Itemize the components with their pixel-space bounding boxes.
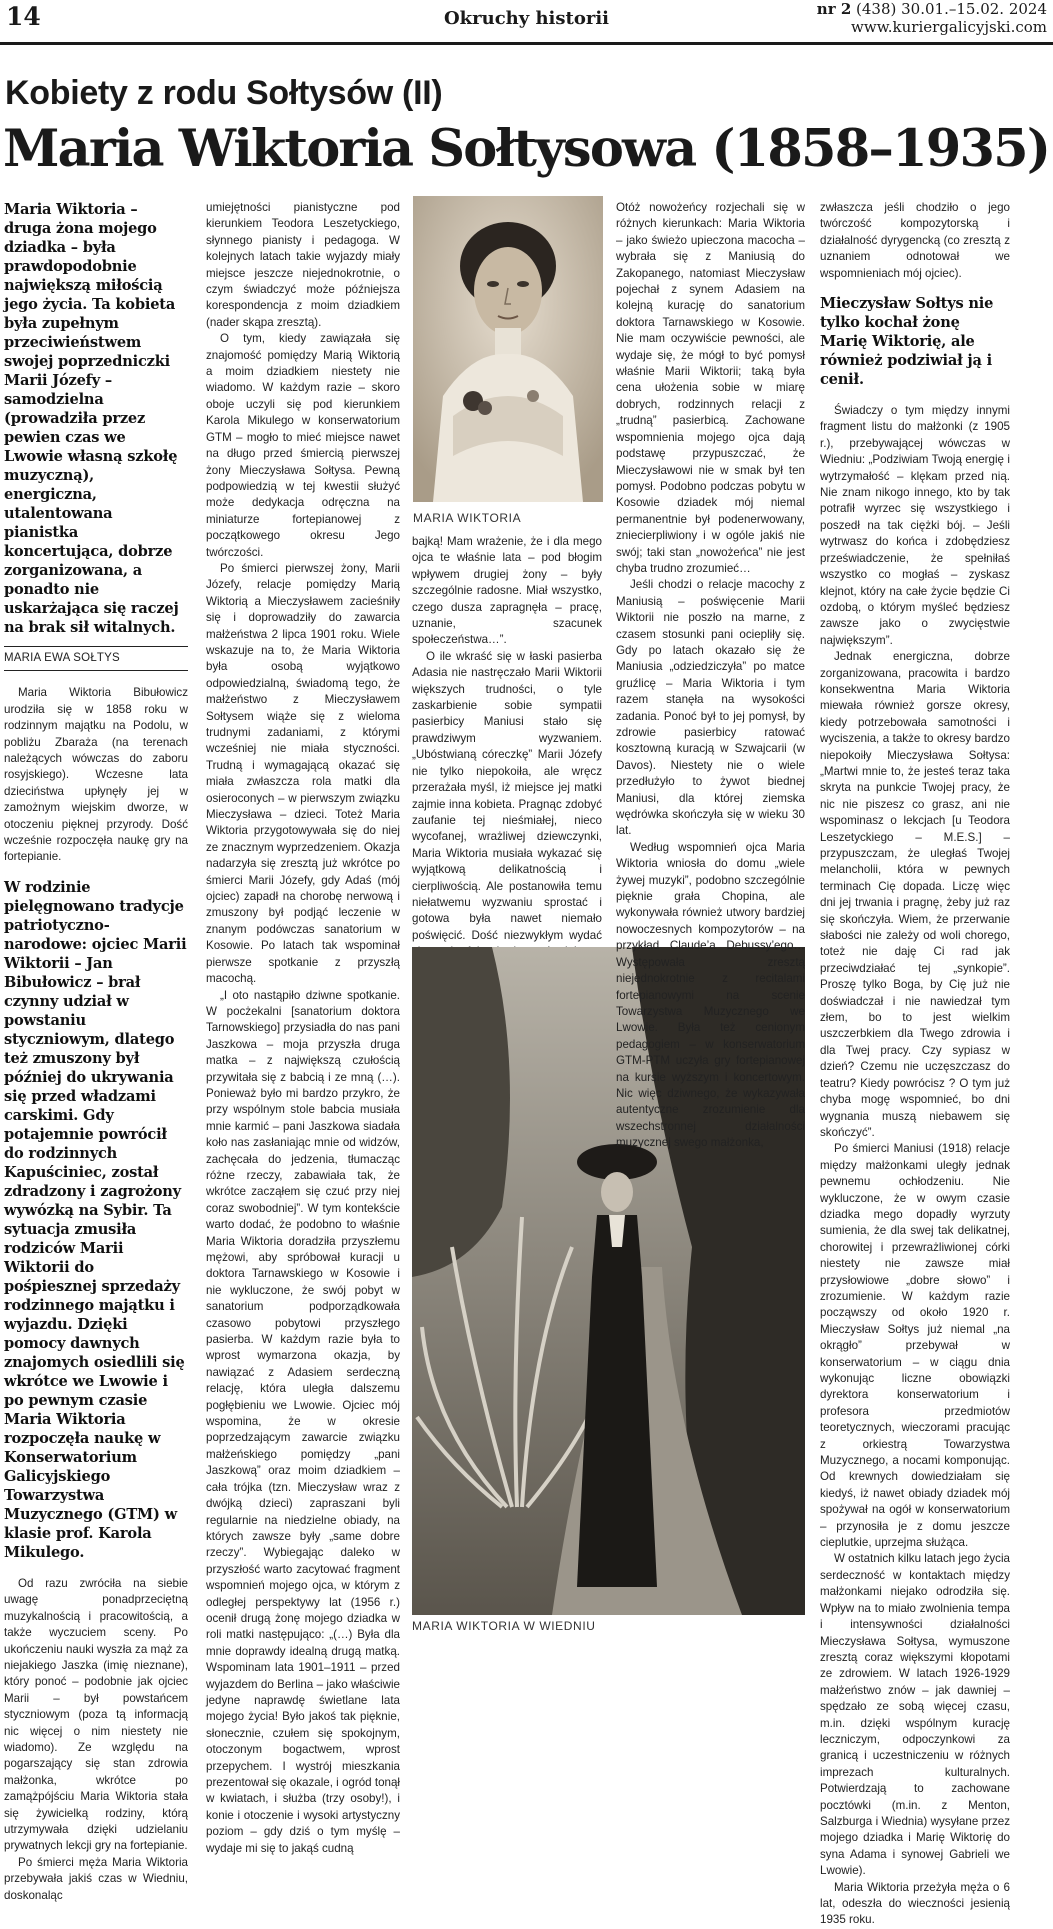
paragraph: umiejętności pianistyczne pod kierunkiem Teodora Leszetyckiego, słynnego pianisty i pedagoga. W kolejnych latach takie wyjazdy miały miejsce jeszcze niejednokrotnie, o czym świadczyć może późniejsza korespondencja z moim dziadkiem (nader skąpa zresztą).: [206, 201, 400, 329]
author-byline: MARIA EWA SOŁTYS: [4, 647, 188, 671]
page-number: 14: [6, 2, 41, 31]
paragraph: O ile wkraść się w łaski pasierba Adasia nie nastręczało Marii Wiktorii większych trudności, o tyle zaskarbienie sobie sympatii pasierbicy Maniusi stało się prawdziwym wyzwaniem. „Ubóstwianą córeczkę” Marii Józefy nie tylko niepokoiła, ale wręcz przerażała myśl, iż miejsce jej matki zajmie inna kobieta. Pragnąc zdobyć zaufanie tej nieśmiałej, nieco wycofanej, wrażliwej dziewczynki, Maria Wiktoria musiała wykazać się wyjątkową delikatnością i cierpliwością. Ale postanowiła temu niełatwemu wyzwaniu sprostać i gotowa była nawet niemało poświęcić. Dość niezwykłym wydać: [412, 649, 602, 942]
paragraph: Jednak energiczna, dobrze zorganizowana, pracowita i bardzo konsekwentna Maria Wiktoria miewała również gorsze okresy, kiedy potrzebowała samotności i wyciszenia, a także to okresy bardzo niepokoiły Mieczysława Sołtysa: „Martwi mnie to, że jesteś teraz taka skryta na punkcie Twojej pracy, że nic nie piszesz co grasz, ani nie wspominasz o lekcjach [u Teodora Leszetyckiego – M.E.S.] – przypuszczam, że uległaś Twojej melancholii, która w pewnych terminach Cię dopada. Liczę więc dni jej trwania i pragnę, żeby już raz się skończyła. Wiem, że przerwanie słabości nie zależy od woli chorego, toteż nie daję Ci rad jak przeciwdziałać tej „synkopie”. Proszę tylko Boga, by Cię już nie doświadczał i nie nawiedzał tym złem, bo to jest wielkim uszczerbkiem dla Twego zdrowia i dla Twej pracy. Czy sypiasz w dzień? Czemu nie uczęszczasz do teatru? Kiedy powrócisz ? O tym już chyba mogę wspomnieć, bo dni wygnania muszą niebawem się skończyć”.: [820, 650, 1010, 1139]
column-5: [820, 200, 1010, 1929]
paragraph: Jeśli chodzi o relacje macochy z Maniusią – poświęcenie Marii Wiktorii nie poszło na marne, z czasem stosunki pani ociepliły się. Gdy po latach okazało się że Maniusia „odziedziczyła” po matce gruźlicę – Maria Wiktoria i tym razem stanęła na wysokości zadania. Ponoć był to jej pomysł, by zdrowie pasierbicy ratować kosztowną kuracją w Szwajcarii (w Davos). Niestety nie o wiele przedłużyło to żywot biednej Maniusi, dla której ziemska wędrówka skończyła się w wieku 30 lat.: [616, 578, 805, 838]
photo-caption: MARIA WIKTORIA: [413, 511, 522, 525]
page-header: [0, 0, 1053, 46]
paragraph: „I oto nastąpiło dziwne spotkanie. W pocżekalni [sanatorium doktora Tarnowskiego] przysiadła do nas pani Jaszkowa – moja przyszła druga matka – z największą czułością przywitała się z babcią i ze mną (…). Ponieważ było mi bardzo przykro, że przy wspólnym stole babcia musiała mnie karmić – pani Jaszkowa siadała koło nas zasłaniając mnie od widzów, zachęcała do jedzenia, tłumacząc różne rzeczy, zabawiała tak, że wkrótce zacząłem się czuć przy niej coraz swobodniej”. W tym kontekście warto dodać, że podobno to właśnie Maria Wiktoria doradziła przyszłemu mężowi, aby spróbował kuracji u doktora Tarnawskiego w Kosowie i nie wykluczone, że swój pobyt w sanatorium podporządkowała czasowo pobytowi przyszłego pasierba. W każdym razie była to wprost wymarzona okazja, by nawiązać z Adasiem serdeczną relację, która uległa dalszemu pogłębieniu we Lwowie. Ojciec mój wspomina, że w okresie poprzedzającym zawarcie związku małżeńskiego pomiędzy „pani Jaszkową” oraz moim dziadkiem – cała trójka (tzn. Mieczysław wraz z dwójką dzieci) zapraszani byli regularnie na niedzielne obiady, na których zawsze były „same dobre rzeczy”. Wybiegając daleko w przyszłość warto zacytować fragment wspomnień mojego ojca, w którym z odległej perspektywy lat (1956 r.) ocenił drugą żonę mojego dziadka w roli matki następująco: „(…) Była dla mnie doprawdy idealną drugą matką. Wspominam lata 1901–1911 – przed wyjazdem do Berlina – jako właściwie jedyne naprawdę świetlane lata mojego życia! Było jakoś tak pięknie, słonecznie, czułem się spokojnym, otoczonym bogactwem, wprost przepychem. I wystrój mieszkania prezentował się okazale, i ogród tonął w kwiatach, i służba (trzy osoby!), i konie i otoczenie i wysoki artystyczny poziom – gdy dziś o tym myślę – wydaje mi się to jakąś cudną: [206, 988, 400, 1855]
column-4: [616, 200, 805, 1152]
website-link[interactable]: www.kuriergalicyjski.com: [851, 18, 1047, 36]
paragraph: zwłaszcza jeśli chodziło o jego twórczość kompozytorską i działalność dyrygencką (co zresztą z uznaniem odnotował we wspomnieniach mój ojciec).: [820, 201, 1010, 280]
column-1: [4, 200, 188, 1904]
paragraph: Maria Wiktoria przeżyła męża o 6 lat, odeszła do wieczności jesienią 1935 roku.: [820, 1880, 1010, 1927]
paragraph: Świadczy o tym między innymi fragment listu do małżonki (z 1905 r.), przebywającej wówczas w Wiedniu: „Podziwiam Twoją energię i wytrzymałość – klękam przed nią. Nie znam nikogo innego, kto by tak potrafił wyrzec się wszystkiego i poszedł na tak ciężki bój. – Jeśli wytrwasz do końca i zdobędziesz przeświadczenie, że spełniłaś wszystko co mogłaś – zyskasz klejnot, który na całe życie będzie Ci ozdobą, o którym myśleć będziesz zawsze jako o zwycięstwie największym”.: [820, 404, 1010, 647]
paragraph: Po śmierci pierwszej żony, Marii Józefy, relacje pomiędzy Marią Wiktorią a Mieczysławem zacieśniły się i doprowadziły do zawarcia małżeństwa 2 lipca 1901 roku. Wiele wskazuje na to, że Maria Wiktoria była osobą wyjątkowo odpowiedzialną, świadomą tego, że małżeństwo z Mieczysławem Sołtysem wiąże się z wieloma trudnymi zadaniami, z którymi wcześniej nie miała styczności. Trudną i wymagającą okazać się miała zwłaszcza rola matki dla osieroconych – w pierwszym związku Mieczysława – dzieci. Toteż Maria Wiktoria przygotowywała się do niej ze znacznym wyprzedzeniem. Okazja nadarzyła się zresztą już wkrótce po śmierci Marii Józefy, gdy Adaś (mój ojciec) zapadł na chorobę nerwową i zmuszony był podjąć leczenie w znanym podówczas sanatorium w Kosowie. Po latach tak wspominał pierwsze spotkanie z przyszłą macochą.: [206, 561, 400, 986]
subheading: W rodzinie pielęgnowano tradycje patriotyczno-narodowe: ojciec Marii Wiktorii – Jan Bibułowicz – brał czynny udział w powstaniu styczniowym, dlatego też zmuszony był później do ukrywania się przed władzami carskimi. Gdy potajemnie powrócił do rodzinnych Kapuściniec, został zdradzony i zagrożony wywózką na Sybir. Ta sytuacja zmusiła rodziców Marii Wiktorii do pośpiesznej sprzedaży rodzinnego majątku i wyjazdu. Dzięki pomocy dawnych znajomych osiedlili się wkrótce we Lwowie i po pewnym czasie Maria Wiktoria rozpoczęła naukę w Konserwatorium Galicyjskiego Towarzystwa Muzycznego (GTM) w klasie prof. Karola Mikulego.: [4, 878, 187, 1561]
issue-info: [817, 0, 1047, 36]
section-title: Okruchy historii: [443, 8, 610, 29]
issue-dates: (438) 30.01.–15.02. 2024: [851, 0, 1047, 18]
issue-number: nr 2: [816, 0, 852, 18]
column-2: [206, 200, 400, 1857]
article-headline: Maria Wiktoria Sołtysowa (1858–1935): [3, 119, 1050, 179]
paragraph: Po śmierci Maniusi (1918) relacje między małżonkami uległy jednak pewnemu ochłodzeniu. Nie wykluczone, że w owym czasie dziadka mego dopadły wyrzuty sumienia, że dla swej tak delikatnej, chorowitej i przewrażliwionej córki niestety nie zawsze miał przysłowiowe „dobre słowo” i zrozumienie. W każdym razie począwszy od około 1920 r. Mieczysław Sołtys już niemal „na okrągło” przebywał w konserwatorium – w ciągu dnia wykonując liczne obowiązki dyrektora konserwatorium i profesora przedmiotów teoretycznych, wieczorami pracując z orkiestrą Towarzystwa Muzycznego, a nocami komponując. Od krewnych dowiedziałam się kiedyś, iż nawet obiady dziadek mój spożywał na ogół w konserwatorium – przynosiła je z domu jeszcze cieplutkie, uprzejma służąca.: [820, 1142, 1010, 1550]
article-kicker: Kobiety z rodu Sołtysów (II): [5, 74, 443, 112]
portrait-illustration: [413, 196, 603, 502]
paragraph: bajką! Mam wrażenie, że i dla mego ojca te właśnie lata – pod błogim wpływem drugiej żony – były szczególnie radosne. Miał wszystko, czego dusza zapragnęła – pracę, uznanie, szacunek społeczeństwa…”.: [412, 535, 602, 647]
paragraph: Od razu zwróciła na siebie uwagę ponadprzeciętną muzykalnością i pracowitością, a także wyczuciem sceny. Po ukończeniu nauki wyszła za mąż za niejakiego Jaszka (imię nieznane), który ponoć – podobnie jak ojciec Marii – był powstańcem styczniowym (poza tą informacją nic więcej o nim niestety nie wiadomo). Ze względu na pogarszający się stan zdrowia małżonka, wkrótce po zamążpójściu Maria Wiktoria stała się żywicielką rodziny, którą utrzymywała dzięki udzielaniu prywatnych lekcji gry na fortepianie.: [4, 1576, 188, 1853]
paragraph: Otóż nowożeńcy rozjechali się w różnych kierunkach: Maria Wiktoria – jako świeżo upieczona macocha – wybrała się z Maniusią do Zakopanego, natomiast Mieczysław pojechał z synem Adasiem na kolejną kurację do sanatorium doktora Tarnawskiego w Kosowie. Nie mam oczywiście pewności, ale wydaje się, że mógł to być pomysł właśnie Marii Wiktorii; taką była cena ułożenia sobie w miarę dobrych, rodzinnych relacji z „trudną” pasierbicą. Zachowane wspomnienia mojego ojca dają podstawę przypuszczać, że Mieczysławowi nie w smak był ten pomysł. Podobno podczas pobytu w Kosowie dziadek mój niemal permanentnie był podenerwowany, zniecierpliwiony i w ogóle jakiś nie swój; taki stan „nowożeńca” nie jest chyba trudno zrozumieć…: [616, 201, 805, 575]
paragraph: Według wspomnień ojca Maria Wiktoria wniosła do domu „wiele żywej muzyki”, podobno szczególnie pięknie grała Chopina, ale wykonywała również utwory bardziej nowoczesnych kompozytorów – na przykład Claude’a Debussy’ego… Występowała zresztą niejednokrotnie z recitalami fortepianowymi na scenie Towarzystwa Muzycznego we Lwowie. Była też cenionym pedagogiem – w konserwatorium GTM-PTM uczyła gry fortepianowej na kursie wyższym i koncertowym. Nic więc dziwnego, że wykazywała autentyczne zrozumienie dla wszechstronnej działalności muzycznej swego małżonka,: [616, 840, 805, 1150]
paragraph: Maria Wiktoria Bibułowicz urodziła się w 1858 roku w rodzinnym majątku na Podolu, w pobliżu Zbaraża (na terenach należących wówczas do zaboru rosyjskiego). Wczesne lata dzieciństwa upłynęły jej w zamożnym wiejskim dworze, w otoczeniu pięknej przyrody. Dość wcześnie rozpoczęła naukę gry na fortepianie.: [4, 686, 188, 864]
paragraph: Po śmierci męża Maria Wiktoria przebywała jakiś czas w Wiedniu, doskonaląc: [4, 1855, 188, 1902]
paragraph: W ostatnich kilku latach jego życia serdeczność w kontaktach między małżonkami niejako odrodziła się. Wpływ na to miało zwolnienia tempa i intensywności działalności Mieczysława Sołtysa, wymuszone zresztą coraz większymi kłopotami ze zdrowiem. W latach 1926-1929 małżeństwo znów – jak dawniej – spędzało ze sobą więcej czasu, m.in. dzięki wspólnym kurację leczniczym, odpoczynkowi za granicą i uczestniczeniu w różnych imprezach kulturalnych. Potwierdzają to zachowane pocztówki (m.in. z Menton, Salzburga i Wiednia) wysyłane przez mojego dziadka i Marię Wiktorię do syna Adama i synowej Gabrieli we Lwowie).: [820, 1552, 1010, 1878]
portrait-photo: [413, 196, 603, 502]
subheading: Mieczysław Sołtys nie tylko kochał żonę Marię Wiktorię, ale również podziwiał ją i cenił.: [820, 295, 994, 389]
photo-caption: MARIA WIKTORIA W WIEDNIU: [412, 1619, 596, 1633]
paragraph: O tym, kiedy zawiązała się znajomość pomiędzy Marią Wiktorią a moim dziadkiem niestety nie wiadomo. W każdym razie – skoro oboje uczyli się pod kierunkiem Karola Mikulego w konserwatorium GTM – mogło to mieć miejsce nawet na długo przed śmiercią pierwszej żony Mieczysława Sołtysa. Pewną podpowiedzią w tej kwestii służyć może dedykacja odręczna na miniaturze fortepianowej z początkowego okresu Jego twórczości.: [206, 332, 400, 559]
article-lead: Maria Wiktoria – druga żona mojego dziadka – była prawdopodobnie największą miłością jego życia. Ta kobieta była zupełnym przeciwieństwem swojej poprzedniczki Marii Józefy – samodzielna (prowadziła przez pewien czas we Lwowie własną szkołę muzyczną), energiczna, utalentowana pianistka koncertująca, dobrze zorganizowana, a ponadto nie uskarżająca się raczej na brak sił witalnych.: [4, 201, 179, 636]
header-rule: [0, 42, 1053, 45]
